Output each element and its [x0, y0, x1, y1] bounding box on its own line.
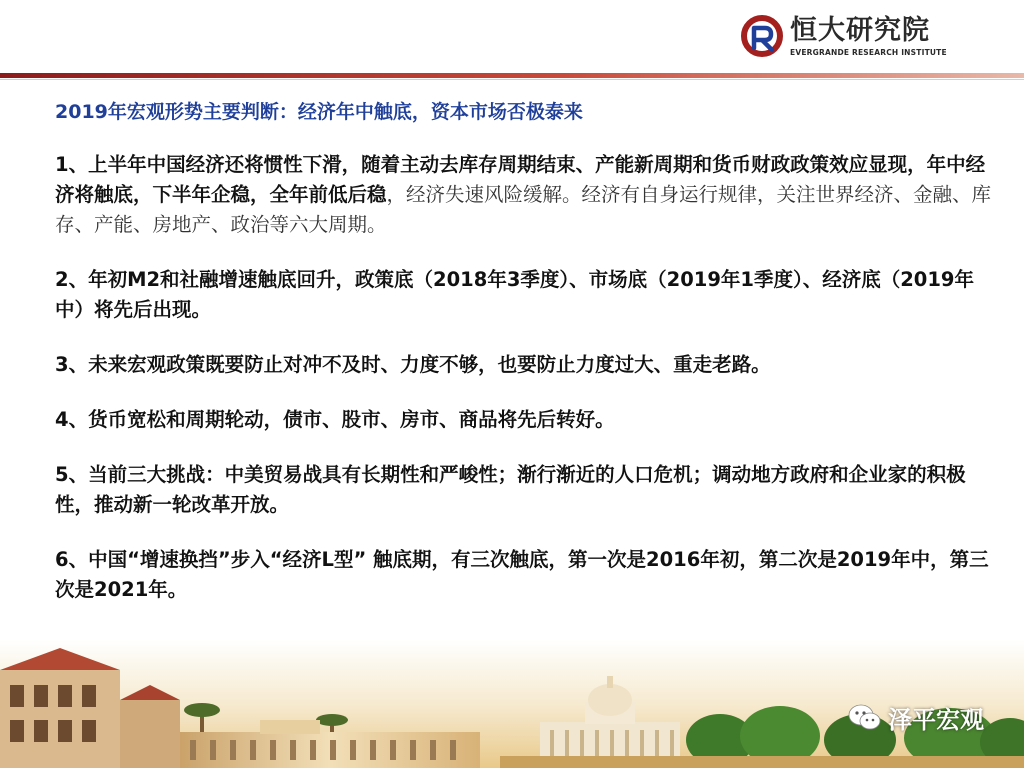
logo-name-en: EVERGRANDE RESEARCH INSTITUTE	[790, 47, 947, 57]
logo-name-cn: 恒大研究院	[790, 14, 930, 46]
slide-content	[55, 98, 1000, 630]
point-5	[55, 460, 1000, 520]
header	[0, 0, 1024, 78]
point-3-bold: 3、未来宏观政策既要防止对冲不及时、力度不够，也要防止力度过大、重走老路。	[55, 353, 771, 376]
point-2	[55, 265, 1000, 325]
point-3	[55, 350, 1000, 380]
point-6-bold: 6、中国“增速换挡”步入“经济L型” 触底期，有三次触底，第一次是2016年初，第二次是2019年中，第三次是2021年。	[55, 548, 989, 601]
slide-heading: 2019年宏观形势主要判断：经济年中触底，资本市场否极泰来	[55, 101, 583, 123]
header-divider	[0, 73, 1024, 78]
logo-text	[790, 16, 947, 57]
point-1	[55, 150, 1000, 240]
point-1-bold: 1、上半年中国经济还将惯性下滑，随着主动去库存周期结束、产能新周期和货币财政政策效应显现，年中经济将触底，下半年企稳，全年前低后稳	[55, 153, 986, 206]
point-6	[55, 545, 1000, 605]
evergrande-logo-icon	[740, 14, 784, 58]
header-divider-thin	[0, 79, 1024, 80]
point-5-bold: 5、当前三大挑战：中美贸易战具有长期性和严峻性；渐行渐近的人口危机；调动地方政府和企业家的积极性，推动新一轮改革开放。	[55, 463, 966, 516]
point-4	[55, 405, 1000, 435]
logo	[740, 14, 947, 58]
point-2-bold: 2、年初M2和社融增速触底回升，政策底（2018年3季度）、市场底（2019年1季度）、经济底（2019年中）将先后出现。	[55, 268, 974, 321]
point-1-normal: ，经济失速风险缓解。经济有自身运行规律，关注世界经济、金融、库存、产能、房地产、政治等六大周期。	[55, 183, 992, 236]
wechat-icon	[848, 703, 882, 733]
watermark-text: 泽平宏观	[888, 706, 984, 734]
point-4-bold: 4、货币宽松和周期轮动，债市、股市、房市、商品将先后转好。	[55, 408, 615, 431]
watermark	[848, 700, 984, 735]
